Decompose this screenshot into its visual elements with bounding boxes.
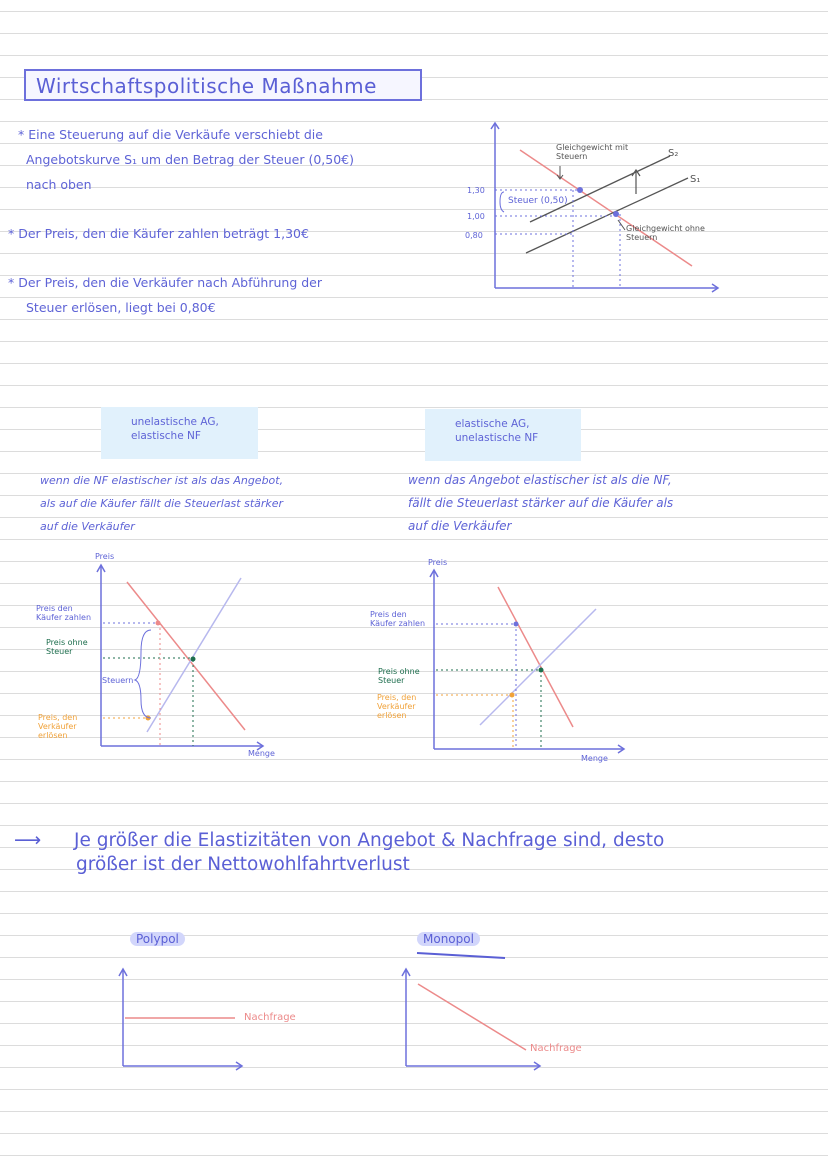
eq-without-tax-label: Gleichgewicht ohne Steuern <box>626 224 705 242</box>
box-elastic-supply <box>425 409 581 461</box>
bullet-2: * Der Preis, den die Käufer zahlen beträgt 1,30€ <box>8 226 309 241</box>
left-no-tax-label <box>46 638 88 656</box>
polypol-heading: Polypol <box>130 932 185 946</box>
right-sellers-line-1: Preis, den <box>377 693 417 702</box>
supply-s2-line <box>530 156 670 222</box>
left-buyers-line-1: Preis den <box>36 604 73 613</box>
right-buyers-price-label <box>370 610 425 628</box>
polypol-demand-label: Nachfrage <box>244 1012 296 1023</box>
bullet-1-line-3: nach oben <box>26 177 92 192</box>
right-no-tax-label <box>378 667 420 685</box>
right-sellers-line-2: Verkäufer <box>377 702 416 711</box>
s1-label: S₁ <box>690 174 701 185</box>
left-explanation-line-3: auf die Verkäufer <box>40 520 135 533</box>
left-demand-line <box>127 582 245 730</box>
bullet-1-line-2: Angebotskurve S₁ um den Betrag der Steuer (0,50€) <box>26 152 354 167</box>
eq-with-tax-point <box>577 187 583 193</box>
bullet-3-line-2: Steuer erlösen, liegt bei 0,80€ <box>26 300 216 315</box>
left-y-axis-label: Preis <box>95 552 115 561</box>
box-right-line-1: elastische AG, <box>455 418 530 430</box>
eq-with-tax-label: Gleichgewicht mit Steuern <box>556 143 629 161</box>
box-inelastic-supply <box>101 407 258 459</box>
tax-label: Steuer (0,50) <box>508 196 568 206</box>
right-tax-chart <box>428 565 638 765</box>
right-explanation-line-3: auf die Verkäufer <box>408 519 512 533</box>
left-sellers-line-2: Verkäufer <box>38 722 77 731</box>
monopol-chart <box>396 966 546 1076</box>
right-x-axis-label: Menge <box>581 754 608 763</box>
left-no-tax-line-2: Steuer <box>46 647 73 656</box>
left-supply-line <box>147 578 241 732</box>
right-sellers-line-3: erlösen <box>377 711 407 720</box>
box-right-line-2: unelastische NF <box>455 432 539 444</box>
polypol-chart <box>115 966 250 1076</box>
left-explanation <box>40 469 283 538</box>
monopol-demand-line <box>418 984 526 1050</box>
right-supply-line <box>480 609 596 725</box>
demand-line <box>520 150 692 266</box>
left-no-tax-line-1: Preis ohne <box>46 638 88 647</box>
right-sellers-label <box>377 693 416 720</box>
s2-label: S₂ <box>668 148 679 159</box>
tick-1-30: 1,30 <box>467 186 485 195</box>
right-no-tax-line-1: Preis ohne <box>378 667 420 676</box>
box-left-line-2: elastische NF <box>131 430 201 442</box>
page-title: Wirtschaftspolitische Maßnahme <box>24 69 422 101</box>
right-explanation-line-1: wenn das Angebot elastischer ist als die NF, <box>408 473 672 487</box>
left-sellers-line-3: erlösen <box>38 731 68 740</box>
right-buyers-line-2: Käufer zahlen <box>370 619 426 628</box>
right-buyers-line-1: Preis den <box>370 610 407 619</box>
left-buyers-line-2: Käufer zahlen <box>36 613 92 622</box>
conclusion-arrow-icon: ⟶ <box>14 829 42 851</box>
right-explanation-line-2: fällt die Steuerlast stärker auf die Käufer als <box>408 496 674 510</box>
left-tax-chart <box>95 560 275 760</box>
right-y-axis-label: Preis <box>428 558 448 567</box>
left-explanation-line-1: wenn die NF elastischer ist als das Angebot, <box>40 474 284 487</box>
monopol-underline <box>415 950 510 962</box>
left-sellers-label <box>38 713 77 740</box>
left-sellers-line-1: Preis, den <box>38 713 78 722</box>
right-no-tax-line-2: Steuer <box>378 676 405 685</box>
eq-without-tax-point <box>613 211 619 217</box>
right-explanation <box>408 469 673 538</box>
left-x-axis-label: Menge <box>248 749 275 758</box>
monopol-heading: Monopol <box>417 932 480 946</box>
bullet-3-line-1: * Der Preis, den die Verkäufer nach Abführung der <box>8 275 323 290</box>
bullet-1-line-1: * Eine Steuerung auf die Verkäufe verschiebt die <box>18 127 323 142</box>
left-taxes-label: Steuern <box>102 676 134 685</box>
conclusion-line-2: größer ist der Nettowohlfahrtverlust <box>76 854 410 875</box>
tick-0-80: 0,80 <box>465 231 483 240</box>
monopol-demand-label: Nachfrage <box>530 1043 582 1054</box>
conclusion-line-1: Je größer die Elastizitäten von Angebot & Nachfrage sind, desto <box>74 830 665 851</box>
tick-1-00: 1,00 <box>467 212 485 221</box>
left-buyers-price-label <box>36 604 91 622</box>
box-left-line-1: unelastische AG, <box>131 416 219 428</box>
right-demand-line <box>498 587 573 727</box>
left-explanation-line-2: als auf die Käufer fällt die Steuerlast stärker <box>40 497 284 510</box>
